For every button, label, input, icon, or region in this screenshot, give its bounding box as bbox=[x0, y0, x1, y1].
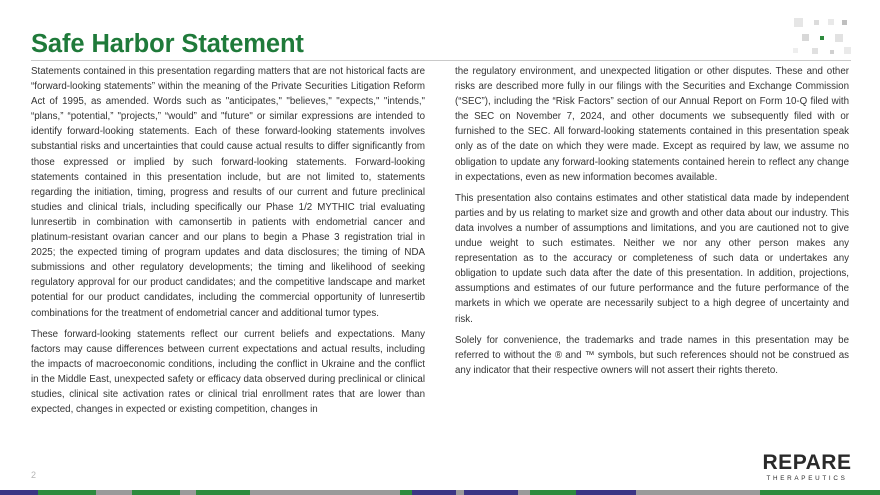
right-text-column bbox=[455, 64, 849, 384]
paragraph: the regulatory environment, and unexpected litigation or other disputes. These and other risks are described more fully in our filings with the Securities and Exchange Commission (“SEC”), including the “Risk Factors” section of our Annual Report on Form 10-Q filed with the SEC on November 7, 2024, and other documents we subsequently filed with or furnished to the SEC. All forward-looking statements contained in this presentation speak only as of the date on which they were made. Except as required by law, we assume no obligation to update any forward-looking statements contained herein to reflect any change in expectations, even as new information becomes available. bbox=[455, 66, 849, 183]
title-divider bbox=[31, 60, 851, 61]
paragraph: Statements contained in this presentation regarding matters that are not historical facts are “forward-looking statements” within the meaning of the Private Securities Litigation Reform Act of 1995, as amended. Words such as "anticipates," "believes," "expects," "intends," “plans,” “potential,” "projects,” “would” and "future" or similar expressions are intended to identify forward-looking statements. Each of these forward-looking statements involves substantial risks and uncertainties that could cause actual results to differ significantly from those expressed or implied by such forward-looking statements. Forward-looking statements contained in this presentation include, but are not limited to, statements regarding the initiation, timing, progress and results of our current and future preclinical studies and clinical trials, including specifically our Phase 1/2 MYTHIC trial evaluating lunresertib in combination with camonsertib in patients with endometrial cancer and platinum-resistant ovarian cancer and our plans to begin a Phase 3 registration trial in 2025; the expected timing of program updates and data disclosures; the timing of NDA submissions and other regulatory developments; the timing and likelihood of seeking regulatory approval for our product candidates; and the competitive landscape and market potential for our product candidates, including the commercial opportunity of lunresertib combinations for the treatment of endometrial cancer and additional tumor types. bbox=[31, 66, 425, 319]
paragraph: This presentation also contains estimates and other statistical data made by independent parties and by us relating to market size and growth and other data about our industry. This data involves a number of assumptions and limitations, and you are cautioned not to give undue weight to such estimates. Neither we nor any other person makes any representation as to the accuracy or completeness of such data or undertakes any obligation to update such data after the date of this presentation. In addition, projections, assumptions and estimates of our future performance and the future performance of the markets in which we operate are necessarily subject to a high degree of uncertainty and risk. bbox=[455, 192, 849, 325]
left-text-column bbox=[31, 64, 425, 423]
page-number: 2 bbox=[31, 470, 37, 480]
slide-title: Safe Harbor Statement bbox=[31, 30, 304, 58]
paragraph: These forward-looking statements reflect our current beliefs and expectations. Many factors may cause differences between current expectations and actual results, including the impacts of macroeconomic conditions, including the conflict in Ukraine and the conflict in the Middle East, unexpected safety or efficacy data observed during preclinical or clinical studies, clinical site activation rates or clinical trial enrollment rates that are lower than expected, changes in expected or existing competition, changes in bbox=[31, 328, 425, 416]
paragraph: Solely for convenience, the trademarks and trade names in this presentation may be referred to without the ® and ™ symbols, but such references should not be construed as any indicator that their respective owners will not assert their rights thereto. bbox=[455, 334, 849, 376]
footer-color-bar bbox=[0, 490, 880, 495]
logo-wordmark: REPARE bbox=[762, 451, 852, 474]
decorative-dot-grid-icon bbox=[790, 14, 852, 60]
company-logo bbox=[762, 452, 852, 486]
logo-subtitle: THERAPEUTICS bbox=[766, 475, 848, 482]
